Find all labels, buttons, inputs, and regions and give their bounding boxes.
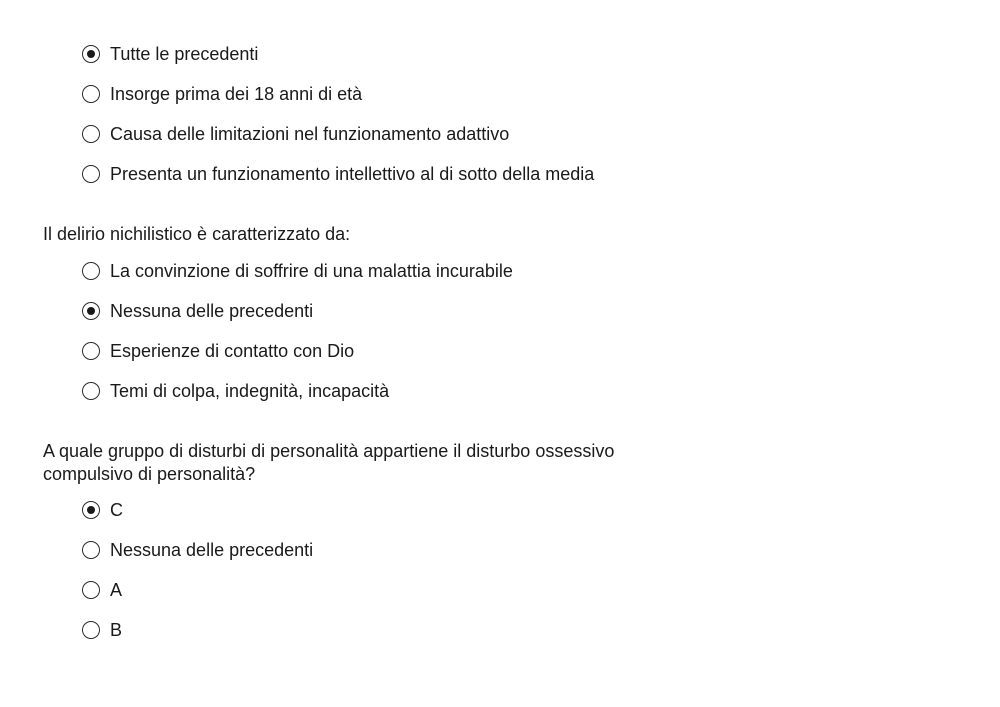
option-label: La convinzione di soffrire di una malattia incurabile bbox=[110, 260, 513, 281]
radio-selected-dot bbox=[87, 50, 95, 58]
radio-button[interactable] bbox=[82, 45, 100, 63]
radio-button[interactable] bbox=[82, 621, 100, 639]
radio-option[interactable] bbox=[82, 570, 313, 610]
answer-options-3 bbox=[82, 490, 313, 650]
radio-option[interactable] bbox=[82, 74, 594, 114]
radio-option[interactable] bbox=[82, 154, 594, 194]
radio-option[interactable] bbox=[82, 331, 513, 371]
radio-option[interactable] bbox=[82, 371, 513, 411]
option-label: Esperienze di contatto con Dio bbox=[110, 340, 355, 361]
option-label: Nessuna delle precedenti bbox=[110, 539, 314, 560]
question-text: Il delirio nichilistico è caratterizzato da: bbox=[43, 224, 351, 244]
radio-selected-dot bbox=[87, 307, 95, 315]
radio-button[interactable] bbox=[82, 541, 100, 559]
radio-button[interactable] bbox=[82, 501, 100, 519]
radio-option[interactable] bbox=[82, 490, 313, 530]
radio-option[interactable] bbox=[82, 114, 594, 154]
option-label: A bbox=[110, 579, 123, 600]
radio-button[interactable] bbox=[82, 302, 100, 320]
radio-selected-dot bbox=[87, 506, 95, 514]
option-label: Causa delle limitazioni nel funzionamento adattivo bbox=[110, 123, 510, 144]
radio-button[interactable] bbox=[82, 165, 100, 183]
radio-button[interactable] bbox=[82, 581, 100, 599]
radio-option[interactable] bbox=[82, 34, 594, 74]
radio-button[interactable] bbox=[82, 85, 100, 103]
radio-option[interactable] bbox=[82, 251, 513, 291]
option-label: Nessuna delle precedenti bbox=[110, 300, 314, 321]
option-label: C bbox=[110, 499, 123, 520]
option-label: Tutte le precedenti bbox=[110, 43, 259, 64]
option-label: Presenta un funzionamento intellettivo al di sotto della media bbox=[110, 163, 595, 184]
option-label: B bbox=[110, 619, 123, 640]
radio-button[interactable] bbox=[82, 125, 100, 143]
option-label: Insorge prima dei 18 anni di età bbox=[110, 83, 363, 104]
option-label: Temi di colpa, indegnità, incapacità bbox=[110, 380, 390, 401]
radio-button[interactable] bbox=[82, 342, 100, 360]
question-text: A quale gruppo di disturbi di personalità appartiene il disturbo ossessivo compulsivo di personalità? bbox=[43, 441, 615, 484]
radio-option[interactable] bbox=[82, 610, 313, 650]
answer-options-1 bbox=[82, 34, 594, 194]
radio-button[interactable] bbox=[82, 262, 100, 280]
radio-button[interactable] bbox=[82, 382, 100, 400]
radio-option[interactable] bbox=[82, 291, 513, 331]
radio-option[interactable] bbox=[82, 530, 313, 570]
answer-options-2 bbox=[82, 251, 513, 411]
